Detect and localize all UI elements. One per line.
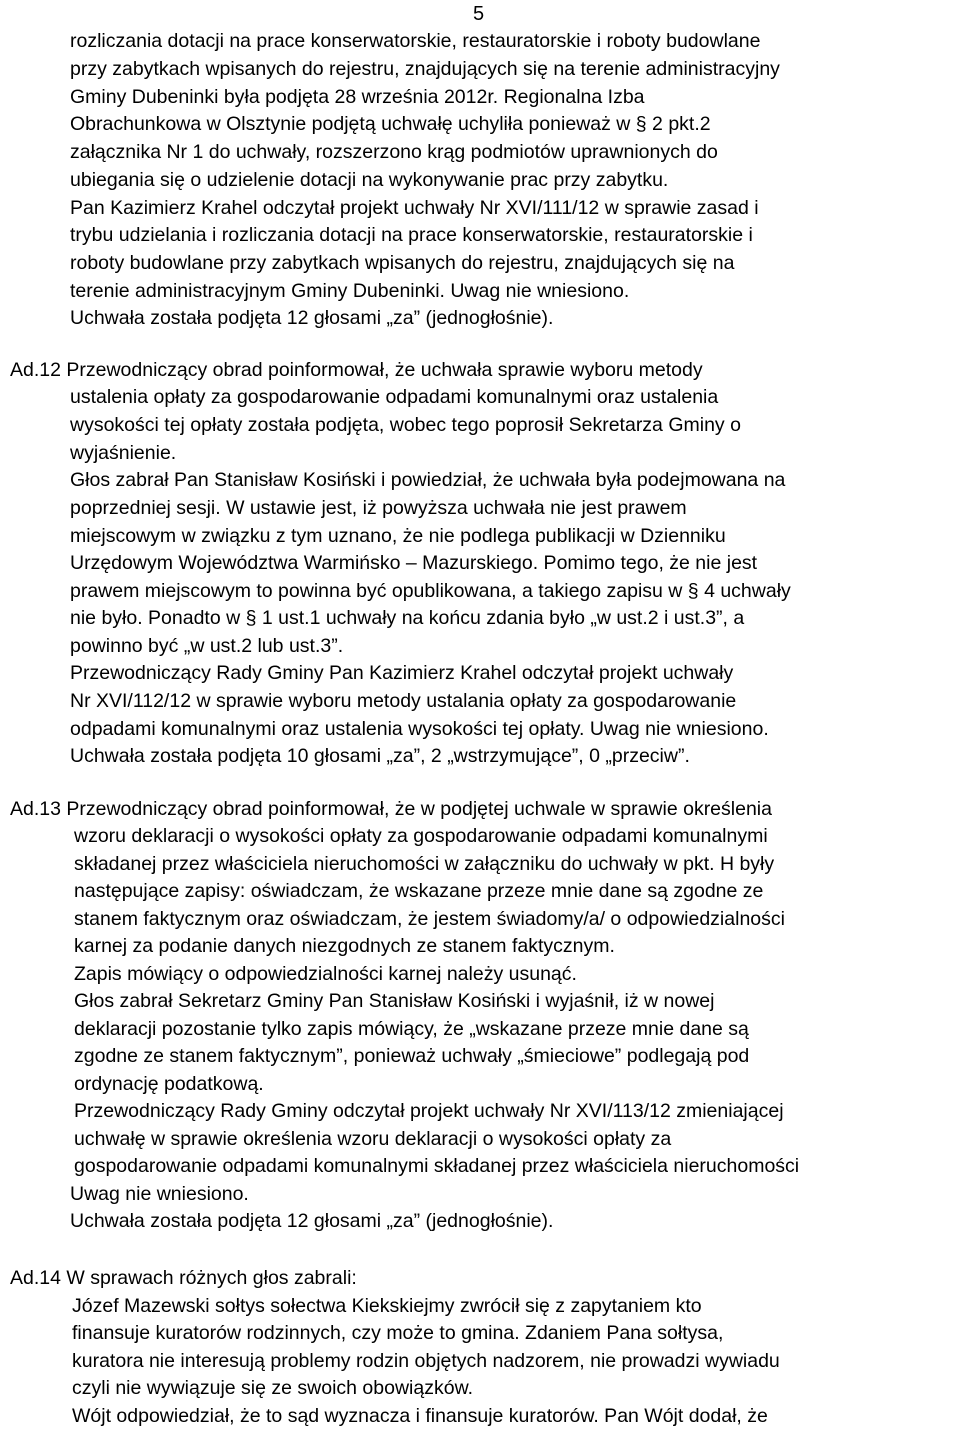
text-line: ubiegania się o udzielenie dotacji na wykonywanie prac przy zabytku. <box>70 169 669 191</box>
section-heading-ad12: Ad.12 Przewodniczący obrad poinformował, że uchwała sprawie wyboru metody <box>10 359 703 381</box>
text-line: Obrachunkowa w Olsztynie podjętą uchwałę uchyliła ponieważ w § 2 pkt.2 <box>70 113 711 135</box>
text-line: terenie administracyjnym Gminy Dubeninki. Uwag nie wniesiono. <box>70 280 630 302</box>
text-line: Uchwała została podjęta 12 głosami „za” (jednogłośnie). <box>70 1210 554 1232</box>
text-line: uchwałę w sprawie określenia wzoru deklaracji o wysokości opłaty za <box>74 1128 672 1150</box>
text-line: Pan Kazimierz Krahel odczytał projekt uchwały Nr XVI/111/12 w sprawie zasad i <box>70 197 759 219</box>
text-line: stanem faktycznym oraz oświadczam, że jestem świadomy/a/ o odpowiedzialności <box>74 908 785 930</box>
text-line: Zapis mówiący o odpowiedzialności karnej należy usunąć. <box>74 963 577 985</box>
text-line: roboty budowlane przy zabytkach wpisanych do rejestru, znajdujących się na <box>70 252 735 274</box>
text-line: Urzędowym Województwa Warmińsko – Mazurskiego. Pomimo tego, że nie jest <box>70 552 758 574</box>
text-line: wzoru deklaracji o wysokości opłaty za gospodarowanie odpadami komunalnymi <box>74 825 768 847</box>
text-line: trybu udzielania i rozliczania dotacji na prace konserwatorskie, restauratorskie i <box>70 224 753 246</box>
text-line: gospodarowanie odpadami komunalnymi składanej przez właściciela nieruchomości <box>74 1155 800 1177</box>
text-line: odpadami komunalnymi oraz ustalenia wysokości tej opłaty. Uwag nie wniesiono. <box>70 718 769 740</box>
text-line: przy zabytkach wpisanych do rejestru, znajdujących się na terenie administracyjny <box>70 58 780 80</box>
text-line: prawem miejscowym to powinna być opublikowana, a takiego zapisu w § 4 uchwały <box>70 580 791 602</box>
text-line: następujące zapisy: oświadczam, że wskazane przeze mnie dane są zgodne ze <box>74 880 764 902</box>
text-line: ustalenia opłaty za gospodarowanie odpadami komunalnymi oraz ustalenia <box>70 386 719 408</box>
text-line: Głos zabrał Pan Stanisław Kosiński i powiedział, że uchwała była podejmowana na <box>70 469 786 491</box>
text-line: Gminy Dubeninki była podjęta 28 września 2012r. Regionalna Izba <box>70 86 645 108</box>
text-line: rozliczania dotacji na prace konserwatorskie, restauratorskie i roboty budowlane <box>70 30 761 52</box>
text-line: Nr XVI/112/12 w sprawie wyboru metody ustalania opłaty za gospodarowanie <box>70 690 737 712</box>
text-line: Przewodniczący Rady Gminy Pan Kazimierz Krahel odczytał projekt uchwały <box>70 662 734 684</box>
text-line: wyjaśnienie. <box>70 442 177 464</box>
text-line: Wójt odpowiedział, że to sąd wyznacza i finansuje kuratorów. Pan Wójt dodał, że <box>72 1405 768 1427</box>
text-line: składanej przez właściciela nieruchomości w załączniku do uchwały w pkt. H były <box>74 853 775 875</box>
text-line: zgodne ze stanem faktycznym”, ponieważ uchwały „śmieciowe” podlegają pod <box>74 1045 750 1067</box>
section-heading-ad13: Ad.13 Przewodniczący obrad poinformował, że w podjętej uchwale w sprawie określenia <box>10 798 772 820</box>
page-number: 5 <box>473 3 485 25</box>
text-line: powinno być „w ust.2 lub ust.3”. <box>70 635 344 657</box>
text-line: Uchwała została podjęta 10 głosami „za”, 2 „wstrzymujące”, 0 „przeciw”. <box>70 745 690 767</box>
text-line: Głos zabrał Sekretarz Gminy Pan Stanisław Kosiński i wyjaśnił, iż w nowej <box>74 990 715 1012</box>
text-line: karnej za podanie danych niezgodnych ze stanem faktycznym. <box>74 935 615 957</box>
text-line: nie było. Ponadto w § 1 ust.1 uchwały na końcu zdania było „w ust.2 i ust.3”, a <box>70 607 745 629</box>
text-line: czyli nie wywiązuje się ze swoich obowiązków. <box>72 1377 473 1399</box>
text-line: Uwag nie wniesiono. <box>70 1183 249 1205</box>
text-line: ordynację podatkową. <box>74 1073 264 1095</box>
text-line: kuratora nie interesują problemy rodzin objętych nadzorem, nie prowadzi wywiadu <box>72 1350 780 1372</box>
text-line: wysokości tej opłaty została podjęta, wobec tego poprosił Sekretarza Gminy o <box>70 414 741 436</box>
text-line: deklaracji pozostanie tylko zapis mówiący, że „wskazane przeze mnie dane są <box>74 1018 749 1040</box>
text-line: poprzedniej sesji. W ustawie jest, iż powyższa uchwała nie jest prawem <box>70 497 687 519</box>
section-heading-ad14: Ad.14 W sprawach różnych głos zabrali: <box>10 1267 357 1289</box>
text-line: finansuje kuratorów rodzinnych, czy może to gmina. Zdaniem Pana sołtysa, <box>72 1322 724 1344</box>
text-line: załącznika Nr 1 do uchwały, rozszerzono krąg podmiotów uprawnionych do <box>70 141 718 163</box>
text-line: Uchwała została podjęta 12 głosami „za” (jednogłośnie). <box>70 307 554 329</box>
text-line: Przewodniczący Rady Gminy odczytał projekt uchwały Nr XVI/113/12 zmieniającej <box>74 1100 784 1122</box>
text-line: miejscowym w związku z tym uznano, że nie podlega publikacji w Dzienniku <box>70 525 726 547</box>
text-line: Józef Mazewski sołtys sołectwa Kiekskiejmy zwrócił się z zapytaniem kto <box>72 1295 702 1317</box>
